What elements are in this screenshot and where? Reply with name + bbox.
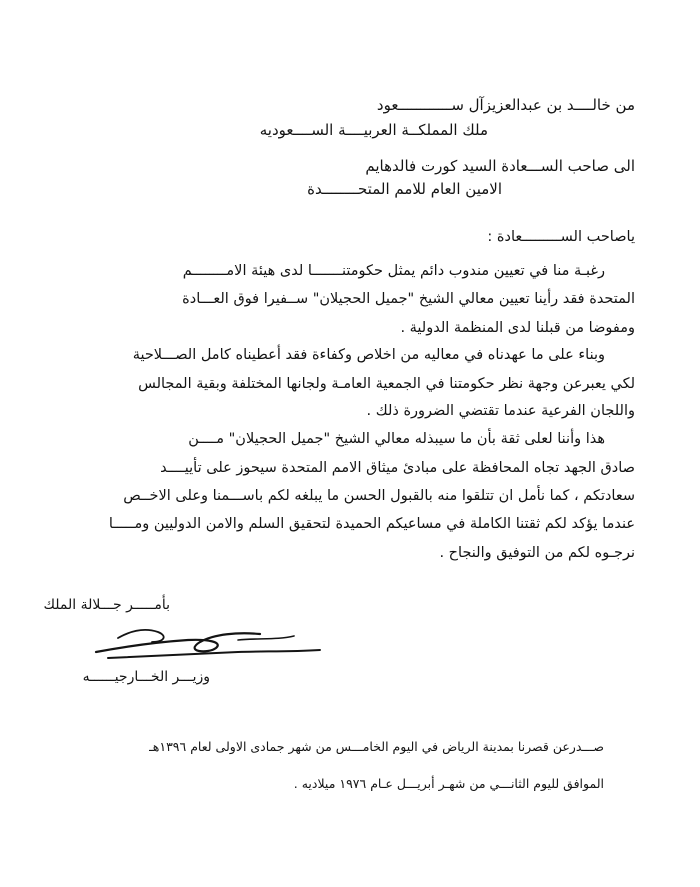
footer-line-1: صـــدرعن قصرنا بمدينة الرياض في اليوم الخامـــس من شهر جمادى الاولى لعام ١٣٩٦هـ <box>149 739 604 754</box>
signature-line: بأمـــــر جـــلالة الملك <box>43 597 170 613</box>
sender-name: من خالــــد بن عبدالعزيزآل ســــــــــــعود <box>376 96 635 114</box>
sender-title: ملك المملكــة العربيــــة الســــعوديه <box>259 121 488 139</box>
body-line-9: سعادتكم ، كما نأمل ان تتلقوا منه بالقبول الحسن ما يبلغه لكم باســـمنا وعلى الاخــص <box>123 488 635 504</box>
body-line-3: ومفوضا من قبلنا لدى المنظمة الدولية . <box>400 320 635 336</box>
body-line-8: صادق الجهد تجاه المحافظة على مبادئ ميثاق الامم المتحدة سيحوز على تأييــــد <box>160 460 635 476</box>
body-line-4: وبناء على ما عهدناه في معاليه من اخلاص وكفاءة فقد أعطيناه كامل الصـــلاحية <box>132 347 605 363</box>
signatory-title: وزيـــر الخـــارجيــــــه <box>82 669 210 685</box>
body-line-6: واللجان الفرعية عندما تقتضي الضرورة ذلك . <box>366 403 635 419</box>
body-line-10: عندما يؤكد لكم ثقتنا الكاملة في مساعيكم الحميدة لتحقيق السلم والامن الدوليين ومـــــا <box>108 516 635 532</box>
salutation: ياصاحب الســـــــــعادة : <box>487 229 635 245</box>
recipient-name: الى صاحب الســـعادة السيد كورت فالدهايم <box>365 157 635 175</box>
recipient-title: الامين العام للامم المتحــــــــدة <box>307 180 502 198</box>
body-line-7: هذا وأننا لعلى ثقة بأن ما سيبذله معالي الشيخ "جميل الحجيلان" مــــن <box>188 431 605 447</box>
body-line-5: لكي يعبرعن وجهة نظر حكومتنا في الجمعية العامـة ولجانها المختلفة وبقية المجالس <box>138 376 635 392</box>
body-line-11: نرجـوه لكم من التوفيق والنجاح . <box>439 545 635 561</box>
body-line-2: المتحدة فقد رأينا تعيين معالي الشيخ "جميل الحجيلان" ســفيرا فوق العـــادة <box>182 291 635 307</box>
footer-line-2: الموافق لليوم الثانـــي من شهـر أبريـــل عـام ١٩٧٦ ميلاديه . <box>293 776 604 791</box>
handwritten-signature <box>88 612 328 670</box>
body-line-1: رغبـة منا في تعيين مندوب دائم يمثل حكومتنـــــــا لدى هيئة الامــــــــم <box>182 263 605 279</box>
